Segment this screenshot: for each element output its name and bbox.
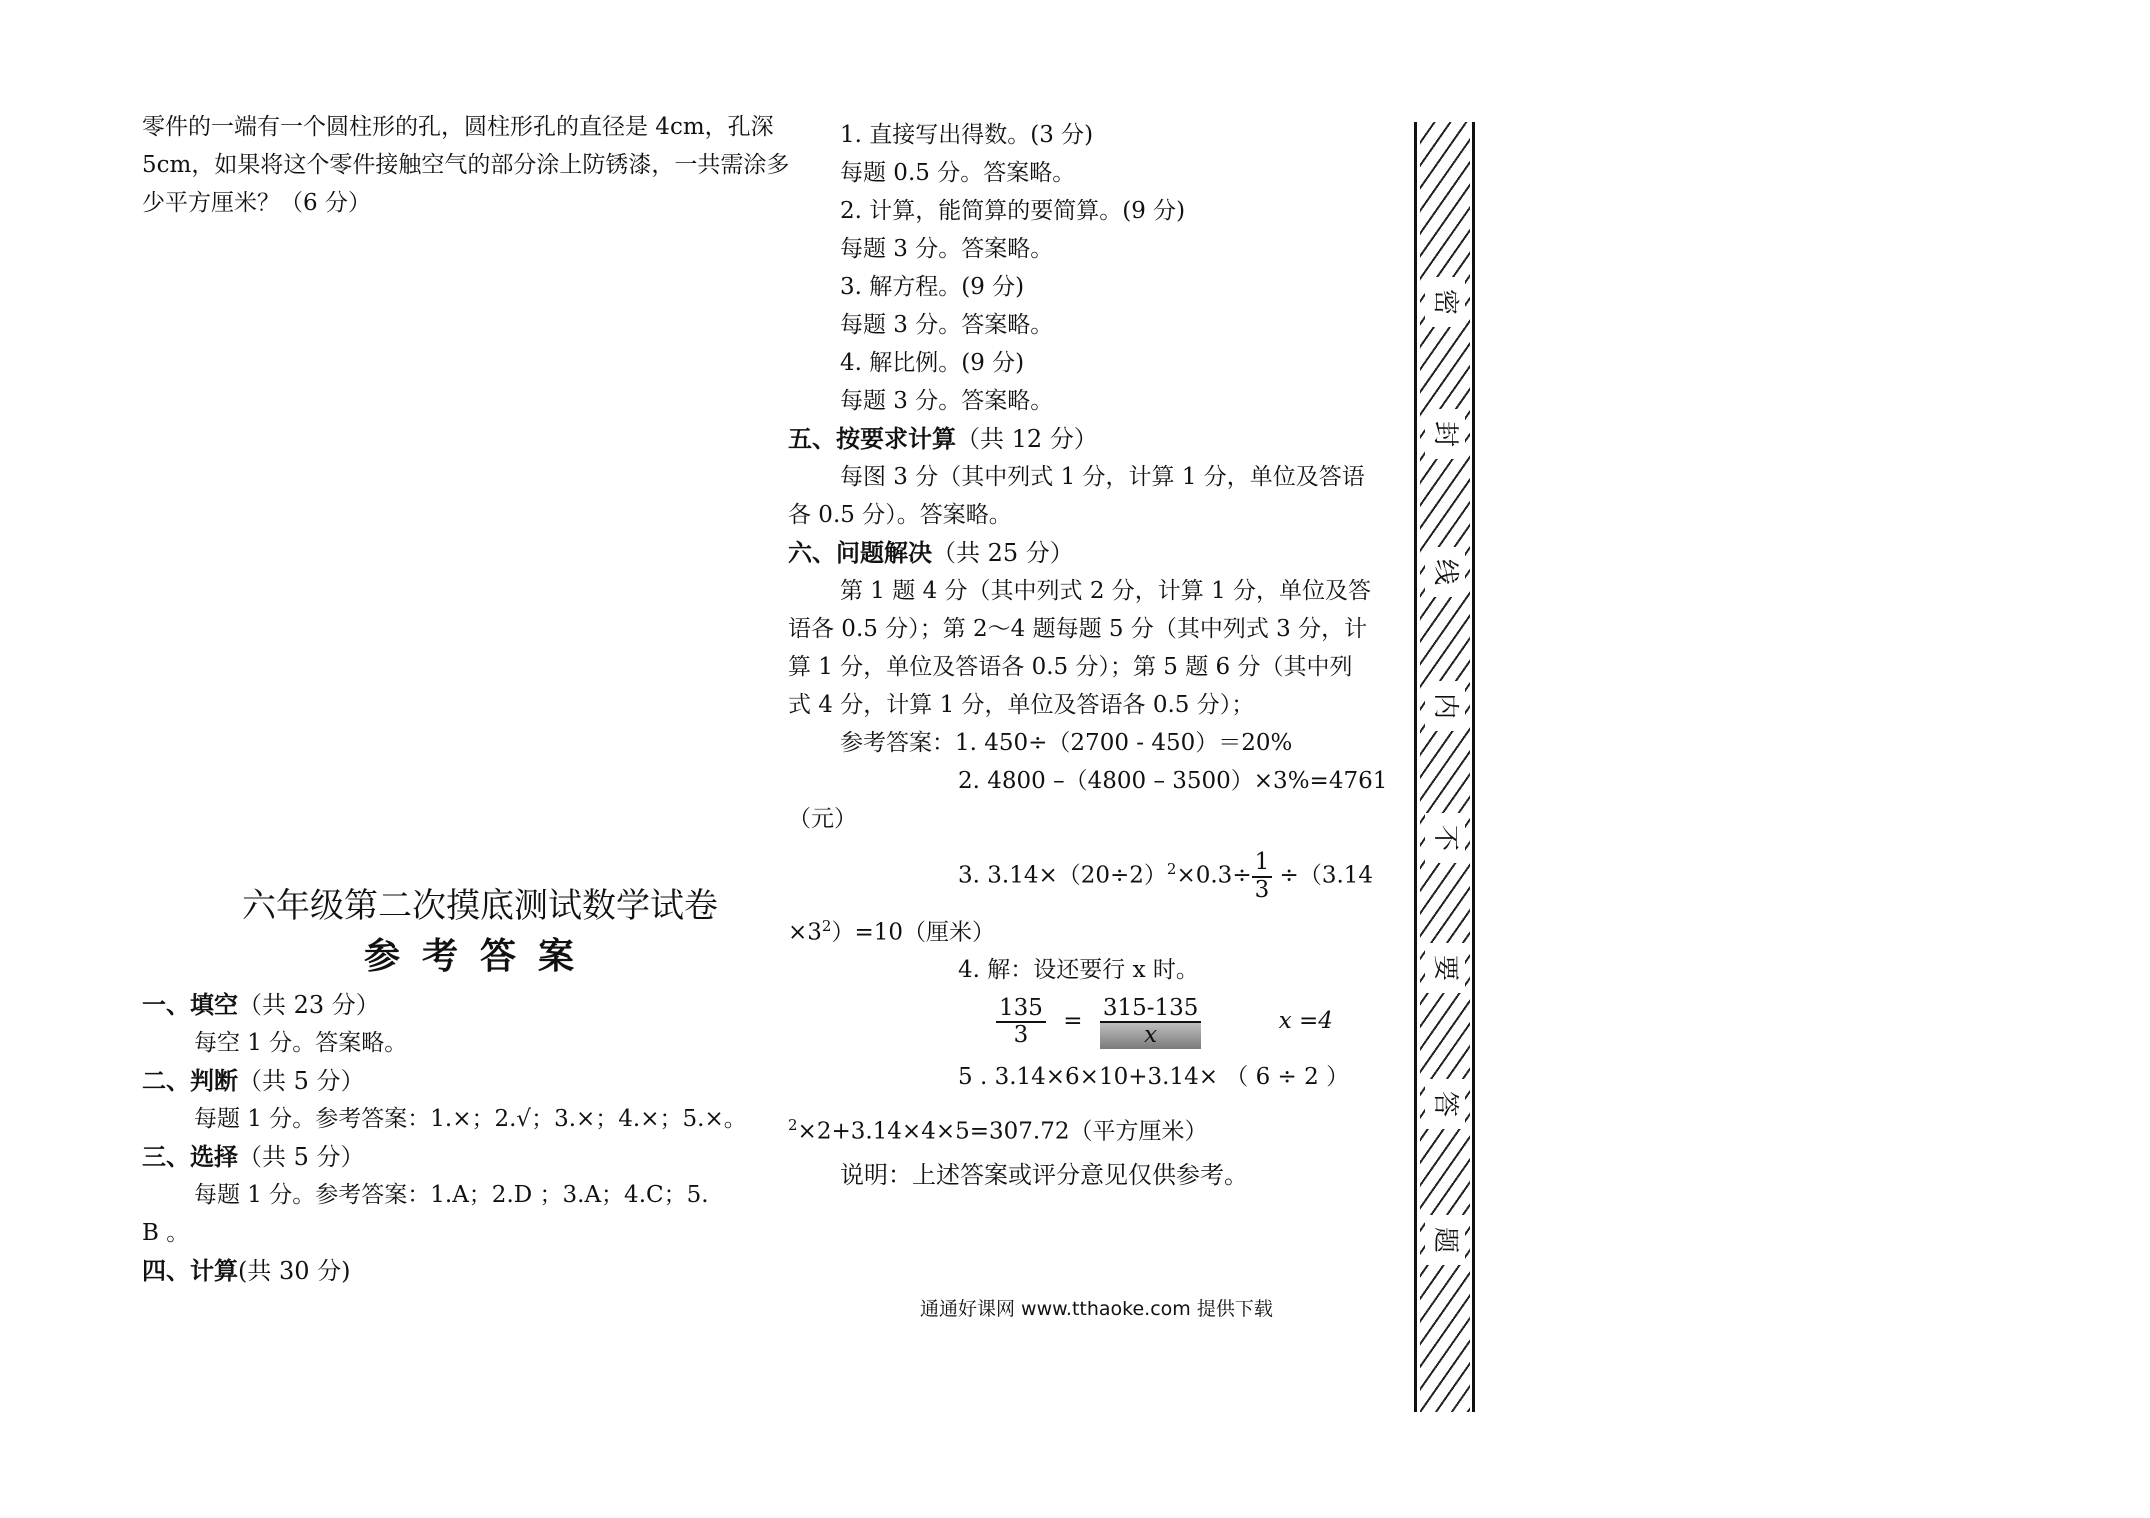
calc-item-3-title: 3. 解方程。(9 分) (840, 274, 1025, 300)
binding-char-3: 线 (1425, 547, 1465, 597)
section-6-line-3: 算 1 分，单位及答语各 0.5 分）；第 5 题 6 分（其中列 (788, 654, 1353, 680)
equation-left-fraction: $\frac{135}{3}$ (996, 996, 1046, 1049)
binding-char-2: 封 (1425, 409, 1465, 459)
answer-4: 4. 解：设还要行 x 时。 (958, 957, 1199, 984)
calc-item-2-title: 2. 计算，能简算的要简算。(9 分) (840, 198, 1186, 224)
calc-item-1-detail: 每题 0.5 分。答案略。 (840, 160, 1076, 186)
section-2-heading: 二、判断（共 5 分） (142, 1067, 365, 1095)
footer-source: 通通好课网 www.tthaoke.com 提供下载 (920, 1298, 1273, 1320)
binding-char-7: 答 (1425, 1079, 1465, 1129)
section-6-line-1: 第 1 题 4 分（其中列式 2 分，计算 1 分，单位及答 (840, 578, 1372, 604)
binding-char-1: 密 (1425, 277, 1465, 327)
left-column (142, 108, 790, 222)
binding-char-4: 内 (1425, 681, 1465, 731)
answer-5: 5 . 3.14×6×10+3.14× （ 6 ÷ 2 ） (958, 1064, 1350, 1091)
calc-item-2-detail: 每题 3 分。答案略。 (840, 236, 1054, 262)
binding-left-rule (1414, 122, 1417, 1412)
question-line-1: 零件的一端有一个圆柱形的孔，圆柱形孔的直径是 4cm，孔深 (142, 114, 774, 140)
equation-right-fraction: $\frac{315-135}{x}$ (1100, 996, 1202, 1049)
section-5-line-2: 各 0.5 分）。答案略。 (788, 502, 1012, 528)
section-4-heading: 四、计算(共 30 分) (142, 1257, 351, 1285)
answer-4-equation: $\frac{135}{3}$ = $\frac{315-135}{x}$ x =4 (788, 989, 1398, 1053)
section-3-continuation: B 。 (142, 1220, 190, 1246)
section-3-heading: 三、选择（共 5 分） (142, 1143, 365, 1171)
section-5-heading: 五、按要求计算（共 12 分） (788, 425, 1098, 453)
section-5-line-1: 每图 3 分（其中列式 1 分，计算 1 分，单位及答语 (840, 464, 1365, 490)
section-1-heading: 一、填空（共 23 分） (142, 991, 380, 1019)
answer-2-continuation: （元） (788, 806, 857, 832)
section-1-line: 每空 1 分。答案略。 (194, 1030, 408, 1056)
section-6-line-4: 式 4 分，计算 1 分，单位及答语各 0.5 分）； (788, 692, 1255, 718)
answer-1: 参考答案：1. 450÷（2700 - 450）＝20% (840, 730, 1293, 756)
answer-3-continuation: $\times 3^2)=10$（厘米） (788, 916, 995, 946)
calc-item-3-detail: 每题 3 分。答案略。 (840, 312, 1054, 338)
binding-line-strip (1414, 122, 1476, 1412)
answer-2: 2. 4800 –（4800 – 3500）×3%=4761 (958, 768, 1388, 794)
note: 说明：上述答案或评分意见仅供参考。 (840, 1160, 1248, 1189)
section-2-line: 每题 1 分。参考答案：1.×；2.√；3.×；4.×；5.×。 (194, 1106, 747, 1132)
binding-right-rule (1472, 122, 1475, 1412)
binding-char-6: 要 (1425, 943, 1465, 993)
calc-item-4-detail: 每题 3 分。答案略。 (840, 388, 1054, 414)
left-sections (142, 986, 762, 1290)
question-line-2: 5cm，如果将这个零件接触空气的部分涂上防锈漆，一共需涂多 (142, 152, 790, 178)
binding-char-5: 不 (1425, 813, 1465, 863)
question-line-3: 少平方厘米？（6 分） (142, 190, 371, 216)
calc-item-1-title: 1. 直接写出得数。(3 分) (840, 122, 1094, 148)
answer-key-title: 参考答案 (363, 936, 596, 977)
section-3-line: 每题 1 分。参考答案：1.A；2.D ；3.A；4.C；5. (194, 1182, 709, 1208)
section-6-heading: 六、问题解决（共 25 分） (788, 539, 1074, 567)
binding-char-8: 题 (1425, 1215, 1465, 1265)
answer-3: 3. $3.14\times(20\div 2)^2\times 0.3\div$ $\frac{1}{3}$ ÷（3.14 (958, 849, 1374, 903)
fraction-one-third: $\frac{1}{3}$ (1252, 850, 1273, 903)
answer-5-continuation: $^2$×2+3.14×4×5=307.72（平方厘米） (788, 1116, 1208, 1145)
calc-item-4-title: 4. 解比例。(9 分) (840, 350, 1025, 376)
exam-title: 六年级第二次摸底测试数学试卷 (242, 886, 718, 926)
right-column (788, 116, 1398, 1194)
section-6-line-2: 语各 0.5 分）；第 2～4 题每题 5 分（其中列式 3 分，计 (788, 616, 1368, 642)
